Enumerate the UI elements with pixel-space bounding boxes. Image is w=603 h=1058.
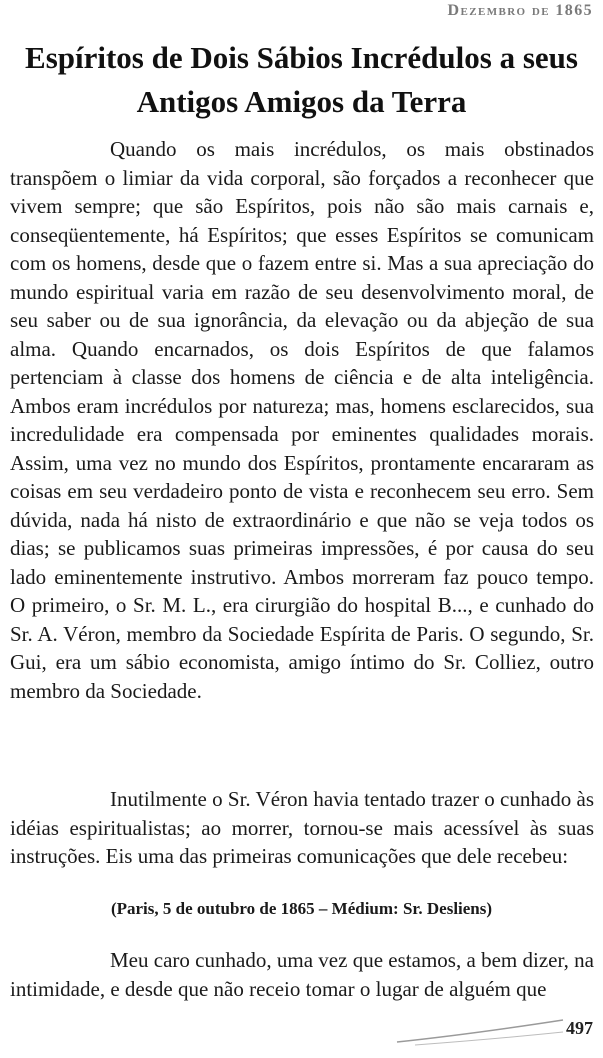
paragraph-communication: Meu caro cunhado, uma vez que estamos, a bem dizer, na intimidade, e desde que não receio tomar o lugar de alguém que: [10, 948, 594, 1001]
running-header: Dezembro de 1865: [447, 2, 593, 19]
page-number: 497: [566, 1018, 593, 1038]
communication-source-note: (Paris, 5 de outubro de 1865 – Médium: Sr. Desliens): [110, 899, 493, 918]
footer-swoosh-ornament: [395, 1012, 565, 1048]
paragraph-intro: Quando os mais incrédulos, os mais obstinados transpõem o limiar da vida corporal, são forçados a reconhecer que vivem sempre; que são Espíritos, pois não são mais carnais e, conseqüentemente, há Espíritos; que esses Espíritos se comunicam com os homens, desde que o fazem entre si. Mas a sua apreciação do mundo espiritual varia em razão de seu desenvolvimento moral, de seu saber ou de sua ignorância, da elevação ou da abjeção de sua alma. Quando encarnados, os dois Espíritos de que falamos pertenciam à classe dos homens de ciência e de alta inteligência. Ambos eram incrédulos por natureza; mas, homens esclarecidos, sua incredulidade era compensada por eminentes qualidades morais. Assim, uma vez no mundo dos Espíritos, prontamente encararam as coisas em seu verdadeiro ponto de vista e reconhecem seu erro. Sem dúvida, nada há nisto de extraordinário e que não se veja todos os dias; se publicamos suas primeiras impressões, é por causa do seu lado eminentemente instrutivo. Ambos morreram faz pouco tempo. O primeiro, o Sr. M. L., era cirurgião do hospital B..., e cunhado do Sr. A. Véron, membro da Sociedade Espírita de Paris. O segundo, Sr. Gui, era um sábio economista, amigo íntimo do Sr. Colliez, outro membro da Sociedade.: [10, 137, 594, 703]
paragraph-veron: Inutilmente o Sr. Véron havia tentado trazer o cunhado às idéias espiritualistas; ao morrer, tornou-se mais acessível às suas instruções. Eis uma das primeiras comunicações que dele recebeu:: [10, 787, 594, 868]
article-title: Espíritos de Dois Sábios Incrédulos a seus Antigos Amigos da Terra: [25, 40, 578, 119]
